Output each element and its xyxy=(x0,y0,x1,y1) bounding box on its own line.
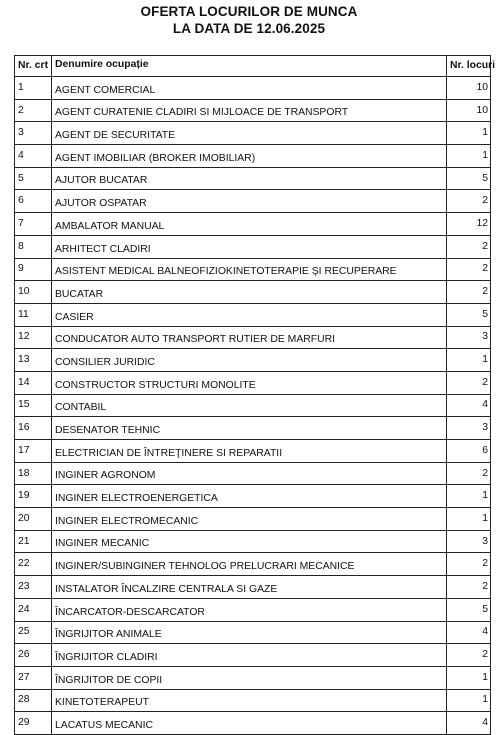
table-row xyxy=(15,326,491,349)
row-number: 24 xyxy=(15,598,52,621)
table-row xyxy=(15,508,491,531)
row-number: 11 xyxy=(15,303,52,326)
occupation-name: ASISTENT MEDICAL BALNEOFIZIOKINETOTERAPIE ŞI RECUPERARE xyxy=(52,258,447,281)
table-row xyxy=(15,644,491,667)
table-row xyxy=(15,371,491,394)
table-body xyxy=(15,77,491,735)
table-row xyxy=(15,576,491,599)
row-number: 29 xyxy=(15,712,52,735)
table-row xyxy=(15,689,491,712)
occupation-name: ARHITECT CLADIRI xyxy=(52,235,447,258)
row-number: 10 xyxy=(15,281,52,304)
table-row xyxy=(15,235,491,258)
occupation-name: AJUTOR BUCATAR xyxy=(52,167,447,190)
positions-count: 3 xyxy=(447,530,491,553)
row-number: 5 xyxy=(15,167,52,190)
table-row xyxy=(15,167,491,190)
occupation-name: INGINER ELECTROENERGETICA xyxy=(52,485,447,508)
table-row xyxy=(15,349,491,372)
table-row xyxy=(15,553,491,576)
table-row xyxy=(15,440,491,463)
positions-count: 3 xyxy=(447,417,491,440)
occupation-name: CONSTRUCTOR STRUCTURI MONOLITE xyxy=(52,371,447,394)
row-number: 2 xyxy=(15,99,52,122)
positions-count: 1 xyxy=(447,145,491,168)
row-number: 16 xyxy=(15,417,52,440)
occupation-name: AGENT CURATENIE CLADIRI SI MIJLOACE DE TRANSPORT xyxy=(52,99,447,122)
table-row xyxy=(15,621,491,644)
header-nr-locuri: Nr. locuri xyxy=(447,56,491,77)
header-denumire-ocupatie: Denumire ocupație xyxy=(52,56,447,77)
table-row xyxy=(15,99,491,122)
row-number: 1 xyxy=(15,77,52,100)
positions-count: 4 xyxy=(447,394,491,417)
table-row xyxy=(15,213,491,236)
positions-count: 10 xyxy=(447,77,491,100)
occupation-name: ÎNCARCATOR-DESCARCATOR xyxy=(52,598,447,621)
occupation-name: DESENATOR TEHNIC xyxy=(52,417,447,440)
occupation-name: CONSILIER JURIDIC xyxy=(52,349,447,372)
positions-count: 4 xyxy=(447,621,491,644)
row-number: 14 xyxy=(15,371,52,394)
occupation-name: AMBALATOR MANUAL xyxy=(52,213,447,236)
table-row xyxy=(15,281,491,304)
positions-count: 4 xyxy=(447,712,491,735)
row-number: 22 xyxy=(15,553,52,576)
table-row xyxy=(15,258,491,281)
positions-count: 1 xyxy=(447,485,491,508)
positions-count: 1 xyxy=(447,122,491,145)
document-title: OFERTA LOCURILOR DE MUNCA xyxy=(140,4,358,19)
job-offers-table xyxy=(14,55,496,735)
row-number: 3 xyxy=(15,122,52,145)
table-header-row xyxy=(15,56,491,77)
positions-count: 1 xyxy=(447,689,491,712)
table-row xyxy=(15,485,491,508)
row-number: 23 xyxy=(15,576,52,599)
table-row xyxy=(15,530,491,553)
row-number: 26 xyxy=(15,644,52,667)
row-number: 20 xyxy=(15,508,52,531)
table-row xyxy=(15,598,491,621)
positions-count: 5 xyxy=(447,598,491,621)
table-row xyxy=(15,122,491,145)
document-date: LA DATA DE 12.06.2025 xyxy=(172,21,326,36)
row-number: 17 xyxy=(15,440,52,463)
table-row xyxy=(15,145,491,168)
occupation-name: INGINER/SUBINGINER TEHNOLOG PRELUCRARI MECANICE xyxy=(52,553,447,576)
table-row xyxy=(15,77,491,100)
row-number: 9 xyxy=(15,258,52,281)
occupation-name: INGINER AGRONOM xyxy=(52,462,447,485)
positions-count: 1 xyxy=(447,666,491,689)
positions-count: 12 xyxy=(447,213,491,236)
row-number: 15 xyxy=(15,394,52,417)
row-number: 27 xyxy=(15,666,52,689)
occupation-name: INGINER ELECTROMECANIC xyxy=(52,508,447,531)
positions-count: 2 xyxy=(447,462,491,485)
occupation-name: CONTABIL xyxy=(52,394,447,417)
occupation-name: ELECTRICIAN DE ÎNTREŢINERE SI REPARATII xyxy=(52,440,447,463)
occupation-name: KINETOTERAPEUT xyxy=(52,689,447,712)
occupation-name: ÎNGRIJITOR DE COPII xyxy=(52,666,447,689)
row-number: 21 xyxy=(15,530,52,553)
row-number: 6 xyxy=(15,190,52,213)
positions-count: 2 xyxy=(447,371,491,394)
row-number: 12 xyxy=(15,326,52,349)
row-number: 28 xyxy=(15,689,52,712)
occupation-name: AGENT IMOBILIAR (BROKER IMOBILIAR) xyxy=(52,145,447,168)
header-nr-crt: Nr. crt xyxy=(15,56,52,77)
occupation-name: LACATUS MECANIC xyxy=(52,712,447,735)
positions-count: 5 xyxy=(447,167,491,190)
row-number: 18 xyxy=(15,462,52,485)
occupation-name: ÎNGRIJITOR CLADIRI xyxy=(52,644,447,667)
occupation-name: INSTALATOR ÎNCALZIRE CENTRALA SI GAZE xyxy=(52,576,447,599)
table-row xyxy=(15,394,491,417)
positions-count: 5 xyxy=(447,303,491,326)
occupation-name: BUCATAR xyxy=(52,281,447,304)
positions-count: 10 xyxy=(447,99,491,122)
positions-count: 3 xyxy=(447,326,491,349)
table-row xyxy=(15,712,491,735)
row-number: 4 xyxy=(15,145,52,168)
positions-count: 2 xyxy=(447,281,491,304)
positions-count: 6 xyxy=(447,440,491,463)
row-number: 25 xyxy=(15,621,52,644)
table-row xyxy=(15,666,491,689)
positions-count: 2 xyxy=(447,644,491,667)
positions-count: 2 xyxy=(447,190,491,213)
positions-count: 2 xyxy=(447,576,491,599)
occupation-name: CONDUCATOR AUTO TRANSPORT RUTIER DE MARFURI xyxy=(52,326,447,349)
positions-count: 1 xyxy=(447,349,491,372)
table-row xyxy=(15,190,491,213)
row-number: 19 xyxy=(15,485,52,508)
table-row xyxy=(15,417,491,440)
occupation-name: ÎNGRIJITOR ANIMALE xyxy=(52,621,447,644)
occupation-name: AGENT DE SECURITATE xyxy=(52,122,447,145)
occupation-name: AJUTOR OSPATAR xyxy=(52,190,447,213)
table-row xyxy=(15,303,491,326)
table-row xyxy=(15,462,491,485)
positions-count: 1 xyxy=(447,508,491,531)
positions-count: 2 xyxy=(447,258,491,281)
occupation-name: INGINER MECANIC xyxy=(52,530,447,553)
row-number: 7 xyxy=(15,213,52,236)
row-number: 13 xyxy=(15,349,52,372)
positions-count: 2 xyxy=(447,553,491,576)
occupation-name: CASIER xyxy=(52,303,447,326)
row-number: 8 xyxy=(15,235,52,258)
positions-count: 2 xyxy=(447,235,491,258)
occupation-name: AGENT COMERCIAL xyxy=(52,77,447,100)
